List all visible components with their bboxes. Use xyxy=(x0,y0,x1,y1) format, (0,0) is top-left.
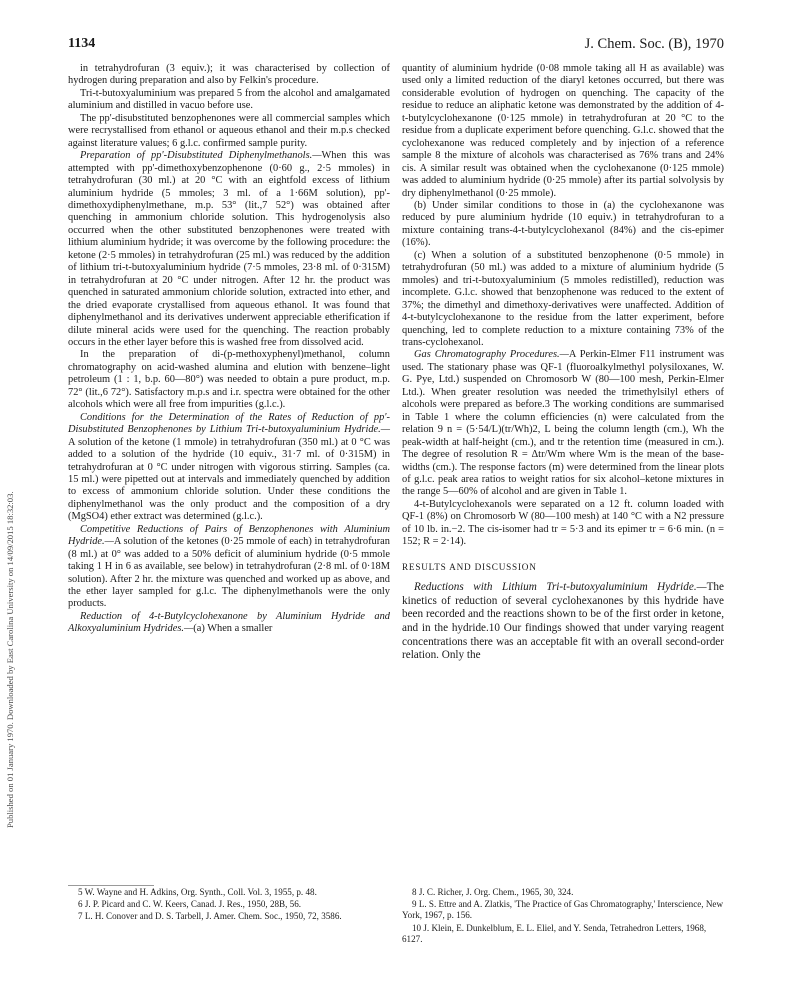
paragraph: (c) When a solution of a substituted benzophenone (0·5 mmole) in tetrahydrofuran (50 ml.) was added to a mixture of aluminium hydride (5 mmoles) and tri-t-butoxyaluminium (5 mmoles redistilled), reduction was incomplete. G.l.c. showed that benzophenone was reduced to the extent of 37%; the dimethyl and dimethoxy-derivatives were unaffected. Addition of 4-t-butylcyclohexanone to the residue from the latter experiment, before quenching, led to complete reduction to a mixture containing 73% of the trans-cyclohexanol. xyxy=(402,249,724,348)
footnote: 9 L. S. Ettre and A. Zlatkis, 'The Practice of Gas Chromatography,' Interscience, New York, 1967, p. 156. xyxy=(402,899,724,921)
journal-reference: J. Chem. Soc. (B), 1970 xyxy=(584,36,724,52)
paragraph: Reductions with Lithium Tri-t-butoxyaluminium Hydride.—The kinetics of reduction of several cyclohexanones by this hydride have been recorded and the reactions shown to be of the first order in ketone, and in the hydride.10 Our findings showed that under varying reagent concentrations there was an acceptable fit with an overall second-order relation. Only the xyxy=(402,581,724,662)
paragraph: in tetrahydrofuran (3 equiv.); it was characterised by collection of hydrogen during preparation and also by Felkin's procedure. xyxy=(68,63,390,87)
page-number: 1134 xyxy=(68,36,96,51)
paragraph: (b) Under similar conditions to those in (a) the cyclohexanone was reduced by pure aluminium hydride (10 equiv.) in tetrahydrofuran to a mixture containing trans-4-t-butylcyclohexanol (84%) and the cis-epimer (16%). xyxy=(402,199,724,249)
footnote: 6 J. P. Picard and C. W. Keers, Canad. J. Res., 1950, 28B, 56. xyxy=(78,899,302,910)
paragraph: Conditions for the Determination of the Rates of Reduction of pp'-Disubstituted Benzophenones by Lithium Tri-t-butoxyaluminium Hydride.—A solution of the ketone (1 mmole) in tetrahydrofuran (350 ml.) at 0 °C was added to a solution of the hydride (10 equiv., 31·7 ml. of 0·315M) in tetrahydrofuran at 0 °C under nitrogen with vigorous stirring. Samples (ca. 15 ml.) were pipetted out at intervals and immediately quenched by addition to excess of ammonium chloride solution. Under these conditions the diphenylmethanol was the only product and the composition of a dry (MgSO4) ether extract was determined (g.l.c.). xyxy=(68,411,390,523)
footnotes-right xyxy=(402,887,724,946)
download-watermark xyxy=(4,268,18,828)
paragraph: Reduction of 4-t-Butylcyclohexanone by Aluminium Hydride and Alkoxyaluminium Hydrides.—(a) When a smaller xyxy=(68,610,390,635)
paragraph: 4-t-Butylcyclohexanols were separated on a 12 ft. column loaded with QF-1 (8%) on Chromosorb W (80—100 mesh) at 140 °C with a N2 pressure of 10 lb. in.−2. The cis-isomer had tr = 5·3 and its epimer tr = 6·6 min. (n = 152; R = 2·14). xyxy=(402,498,724,548)
paragraph: Preparation of pp'-Disubstituted Diphenylmethanols.—When this was attempted with pp'-dimethoxybenzophenone (0·60 g., 2·5 mmoles) in tetrahydrofuran (30 ml.) at 20 °C with an eightfold excess of lithium aluminium hydride (5 mmoles; 3 ml. of a 1·66M solution), pp'-dimethoxydiphenylmethane, m.p. 53° (lit.,7 52°) was obtained after quenching in ammonium chloride solution. This hydrogenolysis also occurred when the other substituted benzophenones were treated with lithium aluminium hydride; it was overcome by the following procedure: the ketone (2·5 mmoles) in tetrahydrofuran (25 ml.) was reduced by the addition of lithium tri-t-butoxyaluminium hydride (7·5 mmoles, 23·8 ml. of 0·315M) in tetrahydrofuran at 20 °C under nitrogen. After 12 hr. the product was quenched in saturated ammonium chloride solution, extracted into ether, and the dried evaporate crystallised from aqueous ethanol. It was found that diphenylmethanol and its derivatives underwent appreciable etherification if dilute mineral acids were used for the quenching. The reaction probably occurs in the ether layer before this is washed free from dissolved acid. xyxy=(68,150,390,348)
section-heading: RESULTS AND DISCUSSION xyxy=(402,561,537,572)
paragraph: The pp'-disubstituted benzophenones were all commercial samples which were recrystallised from ethanol or aqueous ethanol and their m.p.s checked against literature values; 6 g.l.c. confirmed sample purity. xyxy=(68,112,390,149)
page-header xyxy=(68,36,724,58)
right-column xyxy=(402,63,724,663)
paragraph: Tri-t-butoxyaluminium was prepared 5 from the alcohol and amalgamated aluminium and distilled in vacuo before use. xyxy=(68,87,390,112)
paragraph: In the preparation of di-(p-methoxyphenyl)methanol, column chromatography on acid-washed alumina and elution with benzene–light petroleum (1 : 1, b.p. 60—80°) was needed to obtain a pure product, m.p. 72° (lit.,6 72°). Satisfactory m.p.s and i.r. spectra were obtained for the other alcohols which were all free from impurities (g.l.c.). xyxy=(68,349,390,411)
footnote: 7 L. H. Conover and D. S. Tarbell, J. Amer. Chem. Soc., 1950, 72, 3586. xyxy=(78,911,342,922)
footnote: 5 W. Wayne and H. Adkins, Org. Synth., Coll. Vol. 3, 1955, p. 48. xyxy=(78,887,317,897)
paragraph: quantity of aluminium hydride (0·08 mmole taking all H as available) was used only a limited reduction of the diaryl ketones occurred, but there was considerable evolution of hydrogen on quenching. The capacity of the residue to reduce an aliphatic ketone was demonstrated by the addition of 4-t-butylcyclohexanone (0·125 mmole) in tetrahydrofuran at 20 °C to the residue from a duplicate experiment before quenching. G.l.c. showed that the cyclohexanone was reduced completely and by injection of a reference sample 8 the mixture of alcohols was characterised as 76% trans and 24% cis. A similar result was obtained when the cyclohexanone (0·125 mmole) was added to aluminium hydride (0·25 mmole) after its partial solvolysis by dry diphenylmethanol (0·25 mmole). xyxy=(402,63,724,199)
paragraph: Competitive Reductions of Pairs of Benzophenones with Aluminium Hydride.—A solution of the ketones (0·25 mmole of each) in tetrahydrofuran (8 ml.) at 0° was added to a 50% deficit of aluminium hydride (0·5 mmole taking 1 H in 6 as available, see below) in tetrahydrofuran (2·8 ml. of 0·18M solution). After 2 hr. the mixture was quenched and worked up as above, and the ether layer sampled for g.l.c. The diphenylmethanols were the only products. xyxy=(68,523,390,610)
paragraph: Gas Chromatography Procedures.—A Perkin-Elmer F11 instrument was used. The stationary phase was QF-1 (fluoroalkylmethyl polysiloxanes, W. G. Pye, Ltd.) suspended on Chromosorb W (80—100 mesh, Perkin-Elmer Ltd.). When greater resolution was needed the trimethylsilyl ethers of alcohols were prepared as before.3 The working conditions are summarised in Table 1 where the column efficiencies (n) were calculated from the relation 9 n = (5·54/L)(tr/Wh)2, L being the column length (cm.), Wh the peak-width at half-height (cm.), and tr the retention time (measured in cm.). The degree of resolution R = Δtr/Wm where Wm is the mean of the base-widths (cm.). The response factors (m) were determined from the linear plots of g.l.c. peak area ratios to weight ratios for six alcohol–ketone mixtures in the range 5—60% of alcohol and are given in Table 1. xyxy=(402,349,724,498)
footnote: 10 J. Klein, E. Dunkelblum, E. L. Eliel, and Y. Senda, Tetrahedron Letters, 1968, 6127. xyxy=(402,922,707,944)
left-column xyxy=(68,63,390,636)
download-watermark-text: Published on 01 January 1970. Downloaded by East Carolina University on 14/09/2015 18:32:03. xyxy=(5,491,15,828)
footnote: 8 J. C. Richer, J. Org. Chem., 1965, 30, 324. xyxy=(412,887,574,897)
footnote-divider xyxy=(68,885,154,886)
footnotes-left xyxy=(68,887,390,924)
